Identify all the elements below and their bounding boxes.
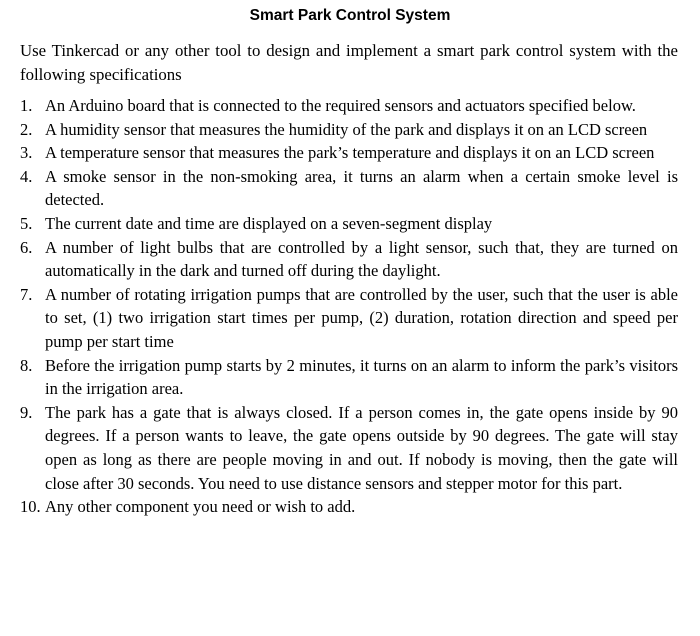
list-item-number: 7. [20,284,33,304]
list-item-number: 8. [20,355,33,375]
list-item-text: The park has a gate that is always closed. If a person comes in, the gate opens inside by 90 degrees. If a person wants to leave, the gate opens outside by 90 degrees. The gate will stay open as long as there are people moving in and out. If nobody is moving, then the gate will close after 30 seconds. You need to use distance sensors and stepper motor for this part. [45,402,678,493]
list-item [20,354,678,401]
list-item [20,165,678,212]
list-item-text: The current date and time are displayed on a seven-segment display [45,213,493,233]
page-title: Smart Park Control System [249,7,451,24]
list-item-text: A number of light bulbs that are controlled by a light sensor, such that, they are turned on automatically in the dark and turned off during the daylight. [45,237,678,281]
list-item-text: A smoke sensor in the non-smoking area, it turns an alarm when a certain smoke level is detected. [45,166,678,210]
list-item-number: 10. [20,497,41,517]
list-item [20,236,678,283]
list-item-number: 9. [20,402,33,422]
list-item-text: Before the irrigation pump starts by 2 minutes, it turns on an alarm to inform the park’s visitors in the irrigation area. [45,355,678,399]
list-item [20,401,678,495]
list-item-text: A number of rotating irrigation pumps that are controlled by the user, such that the user is able to set, (1) two irrigation start times per pump, (2) duration, rotation direction and speed per pump per start time [45,284,678,351]
list-item-number: 3. [20,143,33,163]
list-item-number: 2. [20,119,33,139]
intro-paragraph: Use Tinkercad or any other tool to design and implement a smart park control system with the following specifications [20,41,678,84]
list-item-text: A temperature sensor that measures the park’s temperature and displays it on an LCD screen [45,143,655,163]
list-item [20,141,678,165]
list-item-text: A humidity sensor that measures the humidity of the park and displays it on an LCD screen [45,119,648,139]
list-item-number: 1. [20,96,33,115]
list-item-text: An Arduino board that is connected to the required sensors and actuators specified below. [45,96,636,115]
specification-list [20,94,678,519]
list-item-text: Any other component you need or wish to add. [45,497,356,517]
list-item [20,118,678,142]
list-item-number: 5. [20,213,33,233]
list-item-number: 6. [20,237,33,257]
list-item-number: 4. [20,166,33,186]
list-item [20,212,678,236]
list-item [20,495,678,519]
list-item [20,94,678,118]
list-item [20,283,678,354]
